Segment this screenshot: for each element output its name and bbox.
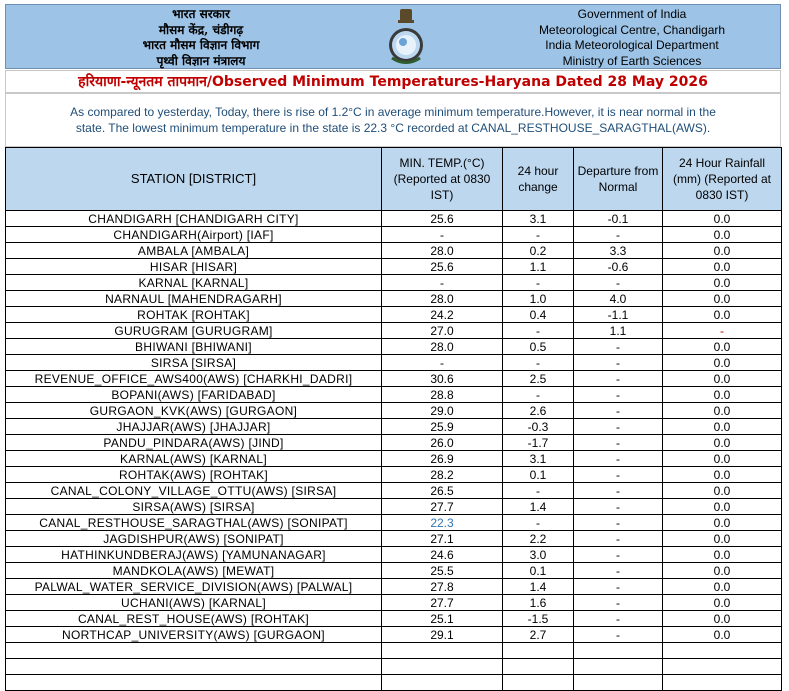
empty-cell <box>6 659 382 675</box>
cell-min-temp: 25.9 <box>382 419 503 435</box>
empty-cell <box>382 675 503 691</box>
cell-station: JAGDISHPUR(AWS) [SONIPAT] <box>6 531 382 547</box>
table-row <box>6 355 782 371</box>
cell-departure: 3.3 <box>574 243 663 259</box>
empty-row <box>6 643 782 659</box>
empty-cell <box>574 675 663 691</box>
english-line: Ministry of Earth Sciences <box>562 53 702 68</box>
empty-cell <box>574 643 663 659</box>
empty-cell <box>503 675 574 691</box>
cell-station: NARNAUL [MAHENDRAGARH] <box>6 291 382 307</box>
cell-departure: 4.0 <box>574 291 663 307</box>
table-row <box>6 611 782 627</box>
cell-min-temp: 26.5 <box>382 483 503 499</box>
table-row <box>6 467 782 483</box>
cell-departure: - <box>574 595 663 611</box>
cell-departure: - <box>574 627 663 643</box>
cell-min-temp: 29.1 <box>382 627 503 643</box>
cell-change: -1.7 <box>503 435 574 451</box>
cell-station: PANDU_PINDARA(AWS) [JIND] <box>6 435 382 451</box>
cell-station: CANAL_COLONY_VILLAGE_OTTU(AWS) [SIRSA] <box>6 483 382 499</box>
hindi-line: पृथ्वी विज्ञान मंत्रालय <box>156 53 246 68</box>
cell-rainfall: 0.0 <box>663 611 782 627</box>
cell-change: 2.5 <box>503 371 574 387</box>
cell-rainfall: 0.0 <box>663 595 782 611</box>
cell-station: BHIWANI [BHIWANI] <box>6 339 382 355</box>
col-header-min-temp: MIN. TEMP.(°C) (Reported at 0830 IST) <box>382 148 503 211</box>
cell-change: 3.0 <box>503 547 574 563</box>
cell-rainfall: 0.0 <box>663 499 782 515</box>
report-title: हरियाणा-न्यूनतम तापमान/Observed Minimum Temperatures-Haryana Dated 28 May 2026 <box>5 70 781 93</box>
cell-min-temp: 29.0 <box>382 403 503 419</box>
empty-cell <box>503 643 574 659</box>
table-row <box>6 339 782 355</box>
cell-rainfall: 0.0 <box>663 227 782 243</box>
cell-departure: - <box>574 563 663 579</box>
table-row <box>6 579 782 595</box>
cell-rainfall: 0.0 <box>663 403 782 419</box>
cell-departure: - <box>574 435 663 451</box>
cell-rainfall: 0.0 <box>663 547 782 563</box>
cell-change: -0.3 <box>503 419 574 435</box>
empty-cell <box>6 675 382 691</box>
cell-min-temp: 28.0 <box>382 339 503 355</box>
cell-rainfall: 0.0 <box>663 307 782 323</box>
cell-change: 1.1 <box>503 259 574 275</box>
table-row <box>6 419 782 435</box>
cell-min-temp: 25.5 <box>382 563 503 579</box>
cell-station: CHANDIGARH(Airport) [IAF] <box>6 227 382 243</box>
table-row <box>6 515 782 531</box>
cell-departure: - <box>574 387 663 403</box>
cell-station: ROHTAK(AWS) [ROHTAK] <box>6 467 382 483</box>
cell-change: -1.5 <box>503 611 574 627</box>
cell-station: MANDKOLA(AWS) [MEWAT] <box>6 563 382 579</box>
table-row <box>6 451 782 467</box>
cell-change: 1.0 <box>503 291 574 307</box>
empty-cell <box>663 659 782 675</box>
english-line: India Meteorological Department <box>545 38 719 52</box>
cell-departure: - <box>574 467 663 483</box>
cell-min-temp: 25.6 <box>382 259 503 275</box>
cell-station: GURGAON_KVK(AWS) [GURGAON] <box>6 403 382 419</box>
cell-change: 1.6 <box>503 595 574 611</box>
cell-min-temp: 26.9 <box>382 451 503 467</box>
col-header-rainfall: 24 Hour Rainfall (mm) (Reported at 0830 IST) <box>663 148 782 211</box>
cell-change: - <box>503 387 574 403</box>
english-line: Meteorological Centre, Chandigarh <box>538 22 726 37</box>
cell-min-temp: 25.6 <box>382 211 503 227</box>
cell-departure: - <box>574 339 663 355</box>
cell-rainfall: 0.0 <box>663 515 782 531</box>
cell-rainfall: - <box>663 323 782 339</box>
english-header <box>512 7 752 69</box>
table-row <box>6 627 782 643</box>
cell-min-temp: 27.8 <box>382 579 503 595</box>
cell-station: CANAL_RESTHOUSE_SARAGTHAL(AWS) [SONIPAT] <box>6 515 382 531</box>
cell-rainfall: 0.0 <box>663 579 782 595</box>
table-row <box>6 435 782 451</box>
cell-departure: - <box>574 275 663 291</box>
cell-rainfall: 0.0 <box>663 211 782 227</box>
cell-rainfall: 0.0 <box>663 259 782 275</box>
col-header-station: STATION [DISTRICT] <box>6 148 382 211</box>
table-row <box>6 595 782 611</box>
table-row <box>6 499 782 515</box>
col-header-change: 24 hour change <box>503 148 574 211</box>
empty-cell <box>663 675 782 691</box>
cell-station: HATHINKUNDBERAJ(AWS) [YAMUNANAGAR] <box>6 547 382 563</box>
cell-departure: - <box>574 579 663 595</box>
cell-change: 0.1 <box>503 563 574 579</box>
cell-departure: 1.1 <box>574 323 663 339</box>
cell-change: 0.5 <box>503 339 574 355</box>
cell-departure: - <box>574 419 663 435</box>
cell-rainfall: 0.0 <box>663 387 782 403</box>
empty-cell <box>574 659 663 675</box>
cell-rainfall: 0.0 <box>663 243 782 259</box>
hindi-line: भारत सरकार <box>172 7 230 21</box>
cell-change: - <box>503 275 574 291</box>
cell-rainfall: 0.0 <box>663 291 782 307</box>
table-row <box>6 227 782 243</box>
cell-departure: - <box>574 451 663 467</box>
cell-rainfall: 0.0 <box>663 419 782 435</box>
table-body <box>6 211 782 691</box>
cell-station: REVENUE_OFFICE_AWS400(AWS) [CHARKHI_DADRI] <box>6 371 382 387</box>
cell-departure: - <box>574 611 663 627</box>
cell-station: ROHTAK [ROHTAK] <box>6 307 382 323</box>
cell-min-temp: 27.0 <box>382 323 503 339</box>
cell-min-temp: 28.8 <box>382 387 503 403</box>
cell-rainfall: 0.0 <box>663 355 782 371</box>
cell-rainfall: 0.0 <box>663 339 782 355</box>
cell-change: 0.1 <box>503 467 574 483</box>
cell-station: SIRSA [SIRSA] <box>6 355 382 371</box>
cell-change: 2.7 <box>503 627 574 643</box>
hindi-line: मौसम केंद्र, चंडीगढ़ <box>158 22 244 37</box>
cell-rainfall: 0.0 <box>663 275 782 291</box>
table-row <box>6 531 782 547</box>
cell-change: - <box>503 355 574 371</box>
hindi-header <box>96 7 306 69</box>
cell-min-temp: 24.6 <box>382 547 503 563</box>
cell-station: AMBALA [AMBALA] <box>6 243 382 259</box>
table-row <box>6 403 782 419</box>
empty-cell <box>663 643 782 659</box>
cell-departure: - <box>574 355 663 371</box>
col-header-departure: Departure from Normal <box>574 148 663 211</box>
cell-min-temp: 28.0 <box>382 291 503 307</box>
cell-rainfall: 0.0 <box>663 467 782 483</box>
cell-departure: - <box>574 499 663 515</box>
cell-min-temp: 28.2 <box>382 467 503 483</box>
cell-min-temp: 30.6 <box>382 371 503 387</box>
summary-line-1: As compared to yesterday, Today, there is rise of 1.2°C in average minimum temperature.However, it is near normal in the <box>70 105 716 119</box>
cell-departure: - <box>574 227 663 243</box>
cell-min-temp: 26.0 <box>382 435 503 451</box>
cell-rainfall: 0.0 <box>663 627 782 643</box>
cell-departure: - <box>574 531 663 547</box>
cell-min-temp: - <box>382 227 503 243</box>
cell-change: 3.1 <box>503 211 574 227</box>
cell-min-temp: 28.0 <box>382 243 503 259</box>
empty-cell <box>382 643 503 659</box>
cell-change: 3.1 <box>503 451 574 467</box>
cell-change: 1.4 <box>503 499 574 515</box>
cell-departure: - <box>574 547 663 563</box>
table-row <box>6 371 782 387</box>
cell-change: 0.2 <box>503 243 574 259</box>
cell-rainfall: 0.0 <box>663 531 782 547</box>
cell-station: CHANDIGARH [CHANDIGARH CITY] <box>6 211 382 227</box>
cell-rainfall: 0.0 <box>663 435 782 451</box>
table-row <box>6 323 782 339</box>
empty-cell <box>6 643 382 659</box>
cell-change: 2.2 <box>503 531 574 547</box>
cell-min-temp: 27.1 <box>382 531 503 547</box>
cell-change: 0.4 <box>503 307 574 323</box>
summary-line-2: state. The lowest minimum temperature in the state is 22.3 °C recorded at CANAL_RESTHOUSE_SARAGTHAL(AWS). <box>75 121 711 135</box>
cell-departure: - <box>574 515 663 531</box>
cell-station: HISAR [HISAR] <box>6 259 382 275</box>
cell-departure: - <box>574 371 663 387</box>
table-row <box>6 211 782 227</box>
cell-departure: -1.1 <box>574 307 663 323</box>
hindi-line: भारत मौसम विज्ञान विभाग <box>142 38 260 52</box>
cell-station: CANAL_REST_HOUSE(AWS) [ROHTAK] <box>6 611 382 627</box>
cell-min-temp: 27.7 <box>382 499 503 515</box>
table-row <box>6 259 782 275</box>
imd-emblem-icon <box>386 7 426 67</box>
cell-min-temp: 25.1 <box>382 611 503 627</box>
cell-station: PALWAL_WATER_SERVICE_DIVISION(AWS) [PALWAL] <box>6 579 382 595</box>
table-header-row <box>6 148 782 211</box>
cell-min-temp: - <box>382 275 503 291</box>
cell-min-temp: 27.7 <box>382 595 503 611</box>
cell-change: - <box>503 483 574 499</box>
table-row <box>6 243 782 259</box>
cell-station: JHAJJAR(AWS) [JHAJJAR] <box>6 419 382 435</box>
english-line: Government of India <box>577 7 687 21</box>
table-row <box>6 387 782 403</box>
empty-row <box>6 675 782 691</box>
cell-station: KARNAL(AWS) [KARNAL] <box>6 451 382 467</box>
cell-departure: - <box>574 403 663 419</box>
cell-change: - <box>503 323 574 339</box>
cell-rainfall: 0.0 <box>663 563 782 579</box>
cell-min-temp: - <box>382 355 503 371</box>
cell-departure: -0.1 <box>574 211 663 227</box>
cell-station: BOPANI(AWS) [FARIDABAD] <box>6 387 382 403</box>
cell-rainfall: 0.0 <box>663 483 782 499</box>
cell-change: 1.4 <box>503 579 574 595</box>
cell-station: SIRSA(AWS) [SIRSA] <box>6 499 382 515</box>
cell-rainfall: 0.0 <box>663 371 782 387</box>
cell-station: KARNAL [KARNAL] <box>6 275 382 291</box>
empty-cell <box>382 659 503 675</box>
table-row <box>6 483 782 499</box>
cell-min-temp: 24.2 <box>382 307 503 323</box>
cell-station: NORTHCAP_UNIVERSITY(AWS) [GURGAON] <box>6 627 382 643</box>
cell-change: 2.6 <box>503 403 574 419</box>
cell-departure: - <box>574 483 663 499</box>
table-row <box>6 291 782 307</box>
cell-change: - <box>503 227 574 243</box>
cell-station: UCHANI(AWS) [KARNAL] <box>6 595 382 611</box>
cell-departure: -0.6 <box>574 259 663 275</box>
temperature-table <box>5 147 782 691</box>
table-row <box>6 547 782 563</box>
table-row <box>6 307 782 323</box>
empty-cell <box>503 659 574 675</box>
cell-min-temp: 22.3 <box>382 515 503 531</box>
cell-change: - <box>503 515 574 531</box>
summary-text <box>5 93 781 147</box>
empty-row <box>6 659 782 675</box>
header-band <box>5 4 781 69</box>
cell-station: GURUGRAM [GURUGRAM] <box>6 323 382 339</box>
cell-rainfall: 0.0 <box>663 451 782 467</box>
table-row <box>6 275 782 291</box>
table-row <box>6 563 782 579</box>
